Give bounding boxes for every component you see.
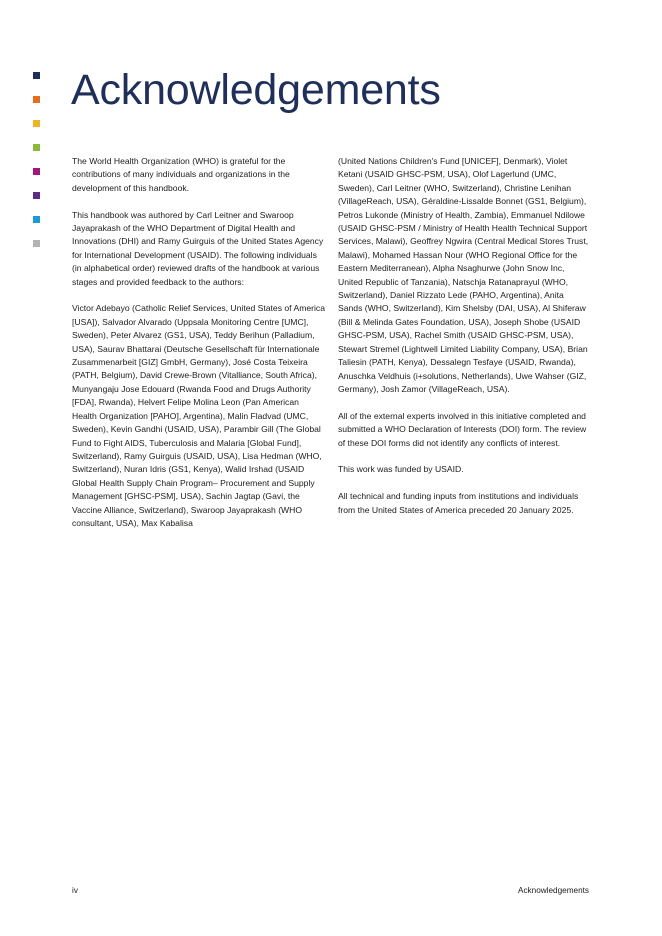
funding-paragraph: This work was funded by USAID. (338, 464, 464, 475)
color-marker (33, 216, 40, 223)
color-marker (33, 72, 40, 79)
reviewers-paragraph: Victor Adebayo (Catholic Relief Services, United States of America [USA]), Salvador Alvarado (Uppsala Monitoring Centre [UMC], Sweden), Peter Alvarez (GS1, USA), Teddy Berihun (Palladium, USA), Saurav Bhattarai (Deutsche Gesellschaft für Internationale Zusammenarbeit [GIZ] GmbH, Germany), José Costa Teixeira (PATH, Belgium), David Crewe-Brown (Vitalliance, South Africa), Munyangaju Jose Edouard (Rwanda Food and Drugs Authority [FDA], Rwanda), Helvert Felipe Molina Leon (Pan American Health Organization [PAHO], Argentina), Malin Fladvad (UMC, Sweden), Kevin Gandhi (USAID, USA), Parambir Gill (The Global Fund to Fight AIDS, Tuberculosis and Malaria [Global Fund], Switzerland), Ramy Guirguis (USAID, USA), Lisa Hedman (WHO, Switzerland), Nuran Idris (GS1, Kenya), Walid Irshad (USAID Global Health Supply Chain Program– Procurement and Supply Management [GHSC-PSM], USA), Sachin Jagtap (Gavi, the Vaccine Alliance, Switzerland), Swaroop Jayaprakash (WHO consultant, USA), Max Kabalisa (72, 303, 325, 528)
authors-paragraph: This handbook was authored by Carl Leitner and Swaroop Jayaprakash of the WHO Department of Digital Health and Innovations (DHI) and Ramy Guirguis of the United States Agency for International Development (USAID). The following individuals (in alphabetical order) reviewed drafts of the handbook at various stages and provided feedback to the authors: (72, 209, 324, 287)
color-markers (33, 72, 40, 264)
color-marker (33, 120, 40, 127)
color-marker (33, 240, 40, 247)
intro-paragraph: The World Health Organization (WHO) is grateful for the contributions of many individuals and organizations in the development of this handbook. (72, 156, 290, 193)
right-column (338, 155, 590, 530)
footer-section-title: Acknowledgements (518, 886, 589, 895)
inputs-paragraph: All technical and funding inputs from institutions and individuals from the United States of America preceded 20 January 2025. (338, 491, 579, 515)
declaration-paragraph: All of the external experts involved in this initiative completed and submitted a WHO Declaration of Interests (DOI) form. The review of these DOI forms did not identify any conflicts of interest. (338, 410, 587, 448)
page-title: Acknowledgements (71, 66, 441, 114)
color-marker (33, 96, 40, 103)
color-marker (33, 168, 40, 175)
left-column (72, 155, 326, 544)
color-marker (33, 144, 40, 151)
page-number: iv (72, 886, 78, 895)
color-marker (33, 192, 40, 199)
reviewers-continued-paragraph: (United Nations Children's Fund [UNICEF], Denmark), Violet Ketani (USAID GHSC-PSM, USA), Olof Lagerlund (UMC, Sweden), Carl Leitner (WHO, Switzerland), Christine Lenihan (VillageReach, USA), Géraldine-Lissalde Bonnet (GS1, Belgium), Petros Lukonde (Ministry of Health, Zambia), Emmanuel Ndilowe (USAID GHSC-PSM / Ministry of Health Health Technical Support Services, Malawi), Geoffrey Ngwira (Central Medical Stores Trust, Malawi), Mohamed Hassan Nour (WHO Regional Office for the Eastern Mediterranean), Alpha Nsaghurwe (John Snow Inc, United Republic of Tanzania), Natschja Ratanaprayul (WHO, Switzerland), Daniel Rizzato Lede (PAHO, Argentina), Anita Sands (WHO, Switzerland), Kim Shelsby (DAI, USA), Al Shiferaw (Bill & Melinda Gates Foundation, USA), Joseph Shobe (USAID GHSC-PSM, USA), Rachel Smith (USAID GHSC-PSM, USA), Stewart Stremel (Lightwell Limited Liability Company, USA), Brian Taliesin (PATH, Kenya), Dessalegn Tesfaye (USAID, Rwanda), Anuschka Veldhuis (i+solutions, Netherlands), Uwe Wahser (GIZ, Germany), Josh Zamor (VillageReach, USA). (338, 156, 589, 394)
